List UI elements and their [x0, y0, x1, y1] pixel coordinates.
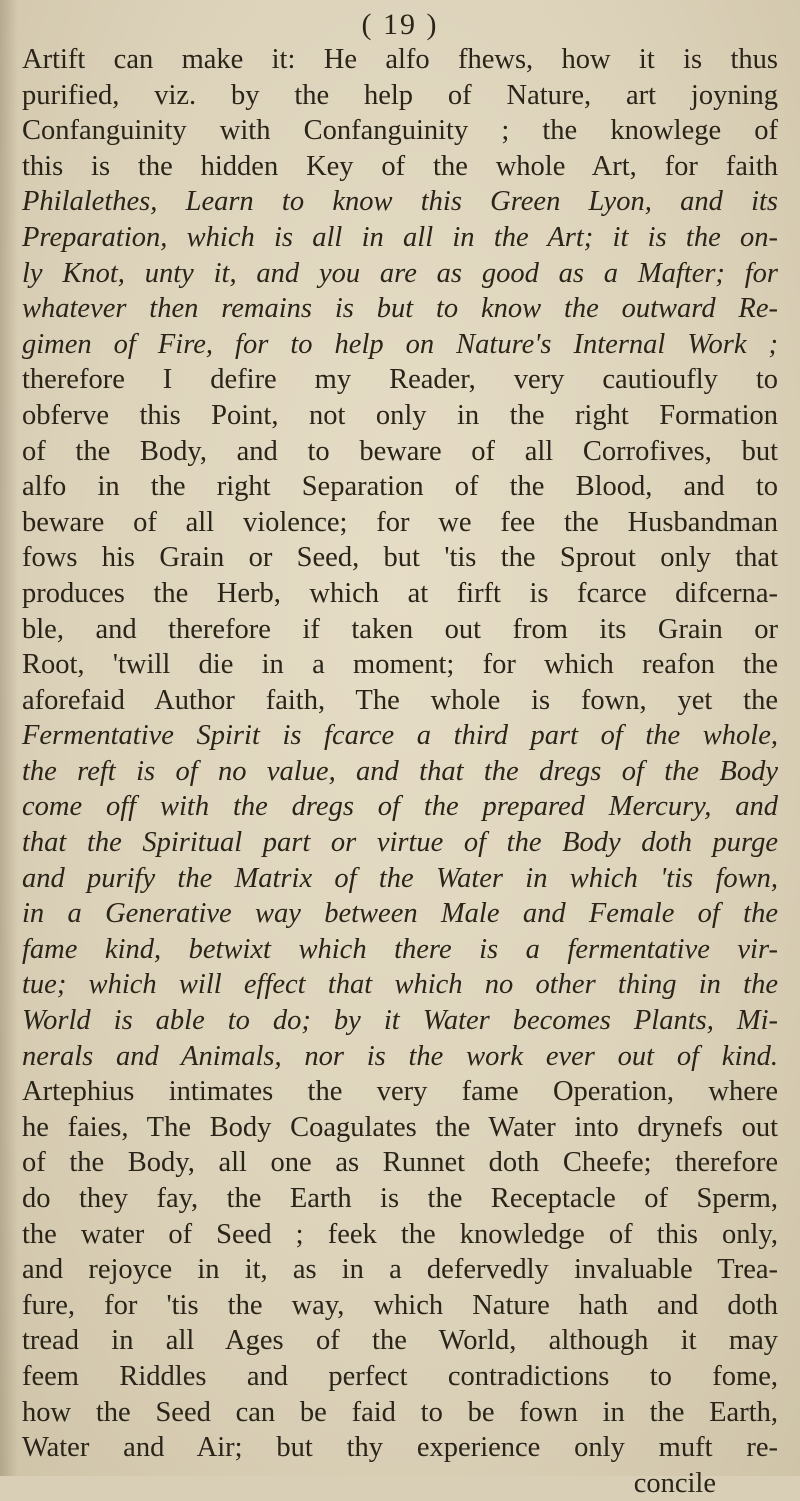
text-line: aforefaid Author faith, The whole is fown, yet the	[22, 684, 778, 716]
text-line: Confanguinity with Confanguinity ; the knowlege of	[22, 115, 778, 147]
catchword: concile	[633, 1467, 716, 1499]
text-line: tread in all Ages of the World, although it may	[22, 1325, 778, 1357]
text-line: the water of Seed ; feek the knowledge of this only,	[22, 1218, 778, 1250]
text-line: feem Riddles and perfect contradictions to fome,	[22, 1360, 778, 1392]
text-line: and rejoyce in it, as in a defervedly invaluable Trea-	[22, 1254, 778, 1286]
text-line: of the Body, all one as Runnet doth Cheefe; therefore	[22, 1147, 778, 1179]
page-gutter-shadow	[0, 0, 18, 1476]
text-line: therefore I defire my Reader, very cautioufly to	[22, 364, 778, 396]
text-line: obferve this Point, not only in the right Formation	[22, 399, 778, 431]
text-line: Preparation, which is all in all in the Art; it is the on-	[22, 221, 778, 253]
text-line: Root, 'twill die in a moment; for which reafon the	[22, 649, 778, 681]
text-line: Water and Air; but thy experience only muft re-	[22, 1432, 778, 1464]
text-line: beware of all violence; for we fee the Husbandman	[22, 506, 778, 538]
text-line: how the Seed can be faid to be fown in the Earth,	[22, 1396, 778, 1428]
text-line: fame kind, betwixt which there is a fermentative vir-	[22, 933, 778, 965]
text-line: whatever then remains is but to know the outward Re-	[22, 293, 778, 325]
text-line: gimen of Fire, for to help on Nature's Internal Work ;	[22, 328, 778, 360]
text-line: produces the Herb, which at firft is fcarce difcerna-	[22, 577, 778, 609]
text-line: Fermentative Spirit is fcarce a third part of the whole,	[22, 720, 778, 752]
text-line: ly Knot, unty it, and you are as good as a Mafter; for	[22, 257, 778, 289]
text-line: alfo in the right Separation of the Blood, and to	[22, 471, 778, 503]
text-line: the reft is of no value, and that the dregs of the Body	[22, 755, 778, 787]
text-line: and purify the Matrix of the Water in which 'tis fown,	[22, 862, 778, 894]
text-line: tue; which will effect that which no other thing in the	[22, 969, 778, 1001]
text-line: purified, viz. by the help of Nature, art joyning	[22, 79, 778, 111]
page-number: ( 19 )	[361, 8, 439, 41]
text-line: do they fay, the Earth is the Receptacle of Sperm,	[22, 1183, 778, 1214]
text-line: Artephius intimates the very fame Operation, where	[22, 1076, 778, 1108]
text-line: Artift can make it: He alfo fhews, how it is thus	[22, 44, 778, 75]
text-line: fows his Grain or Seed, but 'tis the Sprout only that	[22, 542, 778, 574]
body-text	[22, 42, 778, 1501]
text-line: ble, and therefore if taken out from its Grain or	[22, 613, 778, 645]
text-line: that the Spiritual part or virtue of the Body doth purge	[22, 827, 778, 859]
text-line: of the Body, and to beware of all Corrofives, but	[22, 435, 778, 467]
text-line: fure, for 'tis the way, which Nature hath and doth	[22, 1289, 778, 1321]
text-line: come off with the dregs of the prepared Mercury, and	[22, 791, 778, 823]
text-line: Philalethes, Learn to know this Green Lyon, and its	[22, 186, 778, 218]
text-line: he faies, The Body Coagulates the Water into drynefs out	[22, 1111, 778, 1143]
text-line: nerals and Animals, nor is the work ever out of kind.	[22, 1040, 778, 1072]
text-line: World is able to do; by it Water becomes Plants, Mi-	[22, 1005, 778, 1037]
text-line: in a Generative way between Male and Female of the	[22, 898, 778, 930]
text-line: this is the hidden Key of the whole Art, for faith	[22, 150, 778, 182]
